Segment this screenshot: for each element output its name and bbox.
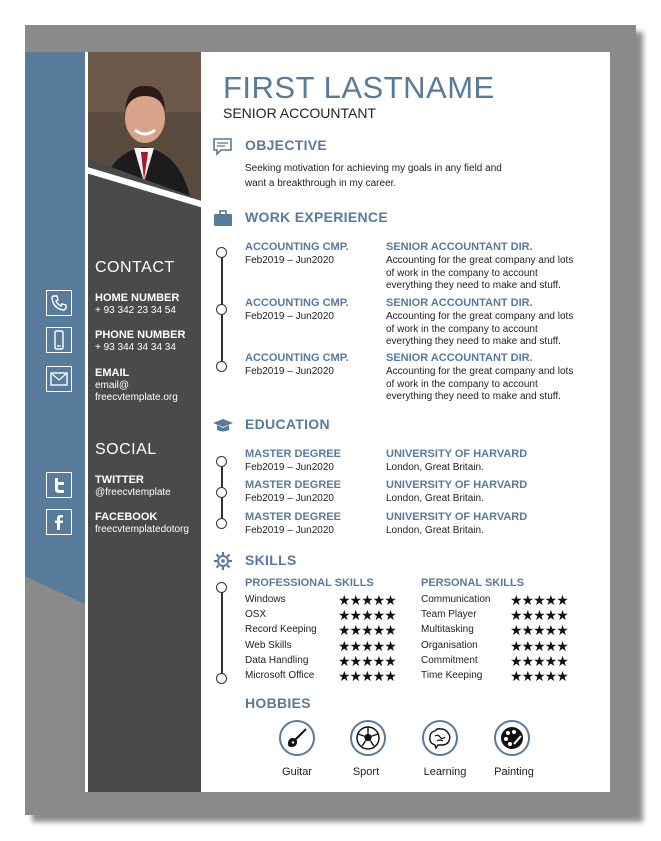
work-position: SENIOR ACCOUNTANT DIR. [386, 297, 533, 309]
skill-rating-stars: ★★★★★ [510, 592, 568, 608]
guitar-icon [279, 720, 315, 756]
phone-number-value: + 93 344 34 34 34 [95, 342, 176, 353]
work-description [386, 366, 606, 404]
sidebar [88, 52, 201, 792]
skill-name: Data Handling [245, 655, 309, 666]
email-value-line2: freecvtemplate.org [95, 392, 178, 403]
work-desc-line: Accounting for the great company and lots [386, 255, 574, 266]
skills-title: SKILLS [245, 552, 297, 568]
work-company: ACCOUNTING CMP. [245, 241, 349, 253]
skill-rating-stars: ★★★★★ [338, 622, 396, 638]
hobbies-title: HOBBIES [245, 695, 311, 711]
skill-rating-stars: ★★★★★ [338, 592, 396, 608]
timeline-dot [216, 247, 227, 258]
education-date: Feb2019 – Jun2020 [245, 462, 334, 473]
graduation-cap-icon [212, 416, 234, 436]
education-date: Feb2019 – Jun2020 [245, 525, 334, 536]
skill-name: Communication [421, 594, 491, 605]
work-position: SENIOR ACCOUNTANT DIR. [386, 352, 533, 364]
school-location: London, Great Britain. [386, 462, 484, 473]
skill-rating-stars: ★★★★★ [338, 668, 396, 684]
email-label: EMAIL [95, 367, 130, 379]
phone-icon [46, 290, 72, 316]
skill-rating-stars: ★★★★★ [338, 638, 396, 654]
facebook-label: FACEBOOK [95, 511, 158, 523]
timeline-dot [216, 518, 227, 529]
social-heading: SOCIAL [95, 441, 157, 458]
skill-rating-stars: ★★★★★ [510, 622, 568, 638]
objective-text [245, 161, 555, 191]
work-desc-line: Accounting for the great company and lots [386, 366, 574, 377]
work-desc-line: Accounting for the great company and lots [386, 311, 574, 322]
phone-number-label: PHONE NUMBER [95, 329, 186, 341]
timeline-dot [216, 361, 227, 372]
brain-icon [422, 720, 458, 756]
skill-name: OSX [245, 609, 267, 620]
personal-skills-heading: PERSONAL SKILLS [421, 577, 525, 589]
twitter-label: TWITTER [95, 474, 144, 486]
skill-name: Multitasking [421, 624, 474, 635]
timeline-dot [216, 304, 227, 315]
skill-name: Record Keeping [245, 624, 317, 635]
degree: MASTER DEGREE [245, 479, 341, 491]
skill-rating-stars: ★★★★★ [510, 668, 568, 684]
skill-name: Organisation [421, 640, 478, 651]
email-icon [46, 366, 72, 392]
work-desc-line: everything they need to make and stuff. [386, 280, 561, 291]
facebook-handle: freecvtemplatedotorg [95, 524, 189, 535]
email-value-line1: email@ [95, 380, 130, 391]
facebook-icon [46, 509, 72, 535]
briefcase-icon [212, 208, 234, 228]
timeline-dot [216, 487, 227, 498]
work-position: SENIOR ACCOUNTANT DIR. [386, 241, 533, 253]
timeline-dot [216, 673, 227, 684]
degree: MASTER DEGREE [245, 511, 341, 523]
school: UNIVERSITY OF HARVARD [386, 511, 528, 523]
candidate-name: FIRST LASTNAME [223, 70, 495, 105]
hobby-label: Sport [352, 766, 380, 778]
skill-name: Windows [245, 594, 286, 605]
contact-heading: CONTACT [95, 259, 175, 276]
work-description [386, 255, 606, 293]
degree: MASTER DEGREE [245, 448, 341, 460]
work-date: Feb2019 – Jun2020 [245, 255, 334, 266]
work-desc-line: of work in the company to account [386, 267, 538, 279]
education-date: Feb2019 – Jun2020 [245, 493, 334, 504]
mobile-icon [46, 327, 72, 353]
timeline-dot [216, 456, 227, 467]
skill-rating-stars: ★★★★★ [338, 653, 396, 669]
home-number-value: + 93 342 23 34 54 [95, 305, 176, 316]
work-description [386, 311, 606, 349]
palette-icon [494, 720, 530, 756]
education-title: EDUCATION [245, 416, 330, 432]
objective-line-1: Seeking motivation for achieving my goals in any field and [245, 163, 502, 174]
candidate-role: SENIOR ACCOUNTANT [223, 105, 376, 121]
objective-line-2: want a breakthrough in my career. [245, 178, 397, 189]
hobby-label: Guitar [282, 766, 312, 778]
skill-name: Microsoft Office [245, 670, 315, 681]
skill-name: Time Keeping [421, 670, 483, 681]
work-experience-title: WORK EXPERIENCE [245, 209, 388, 225]
twitter-icon [46, 472, 72, 498]
skill-rating-stars: ★★★★★ [510, 653, 568, 669]
work-date: Feb2019 – Jun2020 [245, 311, 334, 322]
twitter-handle: @freecvtemplate [95, 487, 171, 498]
work-company: ACCOUNTING CMP. [245, 297, 349, 309]
work-desc-line: everything they need to make and stuff. [386, 336, 561, 347]
skill-name: Commitment [421, 655, 478, 666]
timeline-dot [216, 582, 227, 593]
skill-name: Web Skills [245, 640, 292, 651]
speech-bubble-icon [212, 137, 234, 157]
skill-rating-stars: ★★★★★ [510, 607, 568, 623]
work-desc-line: everything they need to make and stuff. [386, 391, 561, 402]
school-location: London, Great Britain. [386, 493, 484, 504]
hobby-label: Painting [494, 766, 534, 778]
gear-icon [212, 551, 234, 571]
school: UNIVERSITY OF HARVARD [386, 479, 528, 491]
soccer-ball-icon [350, 720, 386, 756]
work-company: ACCOUNTING CMP. [245, 352, 349, 364]
skills-timeline [221, 586, 223, 678]
professional-skills-heading: PROFESSIONAL SKILLS [245, 577, 374, 589]
hobby-label: Learning [423, 766, 467, 778]
skill-rating-stars: ★★★★★ [338, 607, 396, 623]
work-desc-line: of work in the company to account [386, 323, 538, 335]
objective-title: OBJECTIVE [245, 137, 328, 153]
school: UNIVERSITY OF HARVARD [386, 448, 528, 460]
home-number-label: HOME NUMBER [95, 292, 180, 304]
school-location: London, Great Britain. [386, 525, 484, 536]
work-date: Feb2019 – Jun2020 [245, 366, 334, 377]
work-desc-line: of work in the company to account [386, 378, 538, 390]
skill-name: Team Player [421, 609, 477, 620]
skill-rating-stars: ★★★★★ [510, 638, 568, 654]
